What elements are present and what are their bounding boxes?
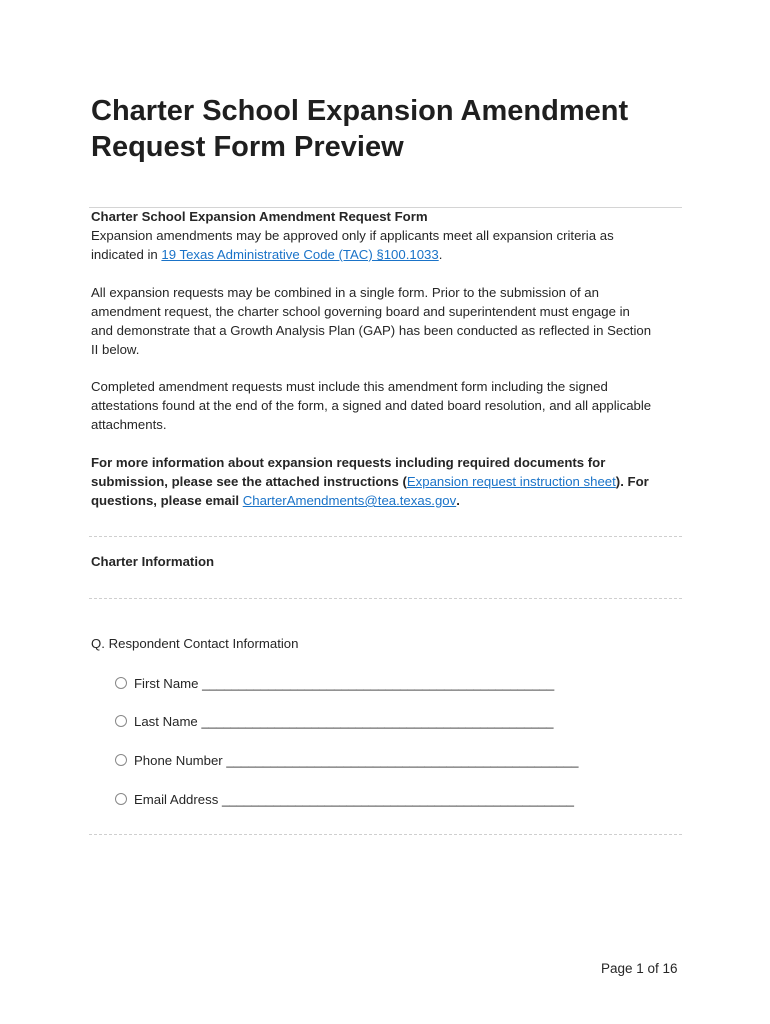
page-title-line-2: Request Form Preview xyxy=(91,131,404,163)
page-title-line-1: Charter School Expansion Amendment xyxy=(91,95,629,127)
option-blank: ________________________________________________ xyxy=(202,676,555,691)
intro-line-1: Expansion amendments may be approved only if applicants meet all expansion criteria as xyxy=(91,228,614,243)
radio-circle-icon[interactable] xyxy=(115,793,127,805)
section-divider-bottom xyxy=(89,834,682,835)
intro-line-2-suffix: . xyxy=(438,247,443,262)
combined-line-4: II below. xyxy=(91,342,140,357)
tac-link[interactable]: 19 Texas Administrative Code (TAC) §100.1033 xyxy=(161,247,439,262)
intro-paragraph xyxy=(91,226,683,264)
option-label: Email Address xyxy=(134,792,219,807)
radio-circle-icon[interactable] xyxy=(115,715,127,727)
section-divider-middle xyxy=(89,598,682,599)
combined-requests-paragraph xyxy=(91,283,683,359)
option-label: Phone Number xyxy=(134,753,223,768)
completed-line-2: attestations found at the end of the form, a signed and dated board resolution, and all applicable xyxy=(91,398,652,413)
option-blank: ________________________________________________ xyxy=(226,753,579,768)
option-email-address[interactable] xyxy=(115,790,574,809)
radio-circle-icon[interactable] xyxy=(115,754,127,766)
option-first-name[interactable] xyxy=(115,674,554,693)
question-label: Q. Respondent Contact Information xyxy=(91,636,299,651)
more-info-line-2-prefix: submission, please see the attached instructions ( xyxy=(91,474,407,489)
combined-line-2: amendment request, the charter school governing board and superintendent must engage in xyxy=(91,304,630,319)
charter-information-heading: Charter Information xyxy=(91,554,215,569)
option-label: Last Name xyxy=(134,714,198,729)
option-label: First Name xyxy=(134,676,199,691)
email-link[interactable]: CharterAmendments@tea.texas.gov xyxy=(242,493,457,508)
more-info-line-3-suffix: . xyxy=(456,493,460,508)
more-info-paragraph xyxy=(91,453,683,510)
document-page xyxy=(91,0,681,1024)
combined-line-3: and demonstrate that a Growth Analysis Plan (GAP) has been conducted as reflected in Section xyxy=(91,323,652,338)
page-title xyxy=(91,93,681,165)
radio-circle-icon[interactable] xyxy=(115,677,127,689)
page-number: Page 1 of 16 xyxy=(601,961,678,976)
completed-line-1: Completed amendment requests must include this amendment form including the signed xyxy=(91,379,608,394)
option-blank: ________________________________________________ xyxy=(201,714,554,729)
option-blank: ________________________________________________ xyxy=(221,792,575,807)
option-phone-number[interactable] xyxy=(115,751,578,770)
completed-requests-paragraph xyxy=(91,377,683,434)
combined-line-1: All expansion requests may be combined in a single form. Prior to the submission of an xyxy=(91,285,599,300)
more-info-line-2-suffix: ). For xyxy=(615,474,649,489)
more-info-line-1: For more information about expansion requests including required documents for xyxy=(91,455,606,470)
option-last-name[interactable] xyxy=(115,712,554,731)
section-divider-top xyxy=(89,536,682,537)
section-heading: Charter School Expansion Amendment Request Form xyxy=(91,209,428,224)
instruction-sheet-link[interactable]: Expansion request instruction sheet xyxy=(406,474,616,489)
intro-line-2-prefix: indicated in xyxy=(91,247,162,262)
more-info-line-3-prefix: questions, please email xyxy=(91,493,243,508)
completed-line-3: attachments. xyxy=(91,417,167,432)
